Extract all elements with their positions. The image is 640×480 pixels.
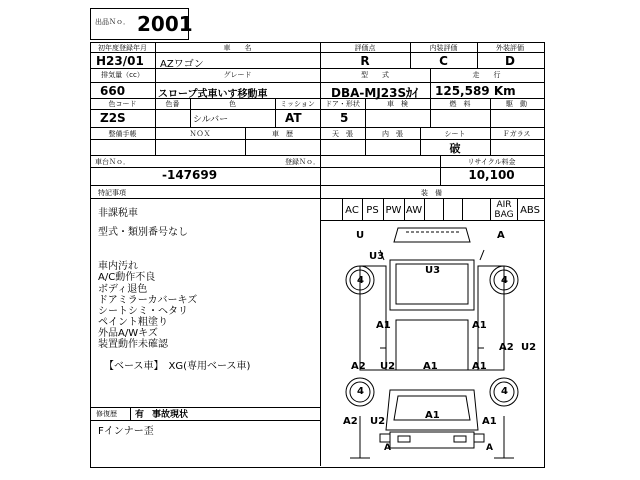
damage-mark: 4 <box>501 386 508 397</box>
interior-score-value: C <box>439 54 448 68</box>
color-code-header: 色コード <box>108 100 137 108</box>
remark-line: A/C動作不良 <box>98 272 156 283</box>
remark-line: 型式・類別番号なし <box>98 227 188 238</box>
remark-line: 車内汚れ <box>98 261 138 272</box>
mission-header: ミッション <box>280 100 315 108</box>
car-name-header: 車 名 <box>223 44 252 52</box>
equip-ps: PS <box>366 205 379 216</box>
door-value: 5 <box>340 111 349 125</box>
fuel-header: 燃 料 <box>449 100 471 108</box>
car-name-value: AZワゴン <box>160 59 204 70</box>
grade-header: グレード <box>223 71 252 79</box>
lot-number: 2001 <box>137 12 193 36</box>
equip-aw: AW <box>405 205 423 216</box>
score-value: R <box>360 54 370 68</box>
remarks-header: 特記事項 <box>98 189 126 197</box>
damage-mark: U3 <box>425 265 441 276</box>
seat-header: シート <box>444 130 466 138</box>
repair-value: 有 <box>135 410 145 420</box>
equip-pw: PW <box>385 205 402 216</box>
interior-score-header: 内装評価 <box>429 44 458 52</box>
seat-value: 破 <box>449 142 461 155</box>
damage-mark: A <box>384 443 391 453</box>
lot-label: 出品Ｎｏ． <box>95 18 130 26</box>
sunroof-header: 天 張 <box>332 130 353 138</box>
remark-line: ボディ退色 <box>98 284 148 295</box>
damage-mark: A2 <box>351 361 366 372</box>
damage-mark: A1 <box>472 320 487 331</box>
chassis-header: 車台Ｎｏ． <box>95 158 130 166</box>
damage-mark: A <box>497 230 505 241</box>
remark-line: ドアミラーカバーキズ <box>98 295 198 306</box>
model-value: DBA-MJ23Sｶｲ <box>331 86 419 100</box>
damage-mark: U3 <box>369 251 385 262</box>
exterior-score-value: D <box>505 54 515 68</box>
damage-mark: A2 <box>343 416 358 427</box>
displacement-value: 660 <box>100 84 126 98</box>
mileage-header: 走 行 <box>472 71 501 79</box>
glass-header: Ｆガラス <box>502 130 531 138</box>
damage-mark: A1 <box>423 361 438 372</box>
color-header: 色 <box>229 100 236 108</box>
damage-mark: A1 <box>376 320 391 331</box>
color-value: シルバー <box>193 115 229 125</box>
recycle-value: 10,100 <box>468 168 515 182</box>
damage-mark: A1 <box>472 361 487 372</box>
year-header: 初年度登録年月 <box>98 44 147 52</box>
damage-mark: U2 <box>521 342 537 353</box>
equipment-header: 装 備 <box>421 189 442 197</box>
history-header: 車 歴 <box>272 130 293 138</box>
equip-airbag: AIR BAG <box>494 200 514 220</box>
inspection-header: 車 検 <box>387 100 408 108</box>
accident-value: 事故現状 <box>152 410 189 420</box>
damage-mark: U2 <box>370 416 386 427</box>
chassis-value: -147699 <box>162 168 218 182</box>
damage-mark: A1 <box>482 416 497 427</box>
remark-line: 外品A/Wキズ <box>98 328 158 339</box>
model-header: 型 式 <box>361 71 389 79</box>
remark-line: ペイント粗塗り <box>98 317 168 328</box>
repair-note: Fインナー歪 <box>98 426 154 437</box>
remark-line: 【ベース車】 XG(専用ベース車) <box>104 361 251 372</box>
repair-header: 修復歴 <box>96 410 117 418</box>
exterior-score-header: 外装評価 <box>496 44 524 52</box>
damage-mark: 4 <box>357 275 364 286</box>
damage-mark: U <box>356 230 365 241</box>
interior-header: 内 張 <box>382 130 403 138</box>
damage-mark: U2 <box>380 361 396 372</box>
service-header: 整備手帳 <box>108 130 137 138</box>
recycle-header: リサイクル料金 <box>467 158 516 166</box>
equip-ac: AC <box>345 205 359 216</box>
remark-line: 装置動作未確認 <box>98 339 168 350</box>
damage-mark: 4 <box>357 386 364 397</box>
year-value: H23/01 <box>96 54 144 68</box>
reg-no-header: 登録Ｎｏ． <box>285 158 320 166</box>
damage-mark: A1 <box>425 410 440 421</box>
color-no-header: 色番 <box>165 100 180 108</box>
equip-abs: ABS <box>520 205 540 216</box>
color-code-value: Z2S <box>100 111 126 125</box>
mileage-value: 125,589 Km <box>435 84 516 98</box>
score-header: 評価点 <box>354 44 376 52</box>
displacement-header: 排気量（cc） <box>101 71 144 79</box>
drive-header: 駆 動 <box>506 100 527 108</box>
nox-header: ＮＯＸ <box>189 130 211 138</box>
damage-mark: A2 <box>499 342 514 353</box>
door-header: ドア・形状 <box>325 100 360 108</box>
mission-value: AT <box>285 111 302 125</box>
damage-mark: A <box>486 443 493 453</box>
remark-line: 非課税車 <box>98 208 138 219</box>
grade-value: スロープ式車いす移動車 <box>158 89 268 100</box>
damage-mark: 4 <box>501 275 508 286</box>
remark-line: シートシミ・ヘタリ <box>98 306 188 317</box>
